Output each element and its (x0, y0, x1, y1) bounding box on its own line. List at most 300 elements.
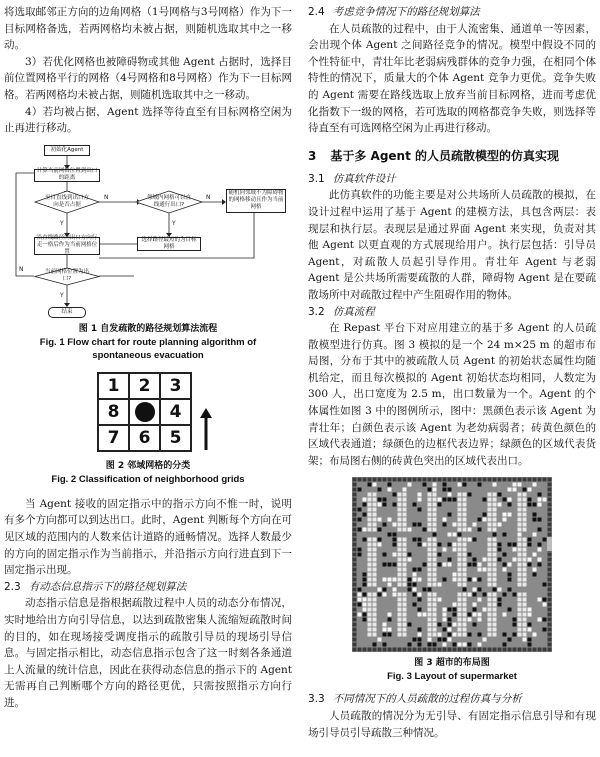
market-shelf-cell (458, 628, 462, 632)
market-agent-cell (413, 583, 417, 587)
market-boundary-cell (353, 553, 357, 557)
market-agent-cell (413, 578, 417, 582)
market-shelf-cell (488, 568, 492, 572)
market-shelf-cell (428, 568, 432, 572)
market-shelf-cell (488, 513, 492, 517)
section-title: 基于多 Agent 的人员疏散模型的仿真实现 (330, 148, 560, 163)
market-agent-cell (503, 613, 507, 617)
market-shelf-cell (493, 583, 497, 587)
section-number: 3.3 (308, 693, 325, 706)
market-agent-cell (383, 498, 387, 502)
market-shelf-cell (403, 598, 407, 602)
market-shelf-cell (488, 538, 492, 542)
market-agent-cell (543, 603, 547, 607)
market-agent-cell (513, 618, 517, 622)
market-shelf-cell (493, 528, 497, 532)
market-shelf-cell (398, 558, 402, 562)
market-agent-cell (358, 548, 362, 552)
market-agent-cell (388, 618, 392, 622)
market-shelf-cell (433, 608, 437, 612)
market-agent-cell (358, 613, 362, 617)
market-agent-cell (448, 543, 452, 547)
market-agent-cell (538, 543, 542, 547)
market-agent-cell (518, 483, 522, 487)
market-shelf-cell (493, 568, 497, 572)
market-agent-cell (528, 558, 532, 562)
section-title: 仿真流程 (332, 305, 375, 318)
market-boundary-cell (463, 648, 467, 652)
market-agent-cell (393, 578, 397, 582)
market-boundary-cell (398, 478, 402, 482)
market-agent-cell (418, 493, 422, 497)
market-boundary-cell (448, 478, 452, 482)
market-shelf-cell (523, 558, 527, 562)
market-agent-cell (483, 518, 487, 522)
market-shelf-cell (463, 603, 467, 607)
market-agent-cell (528, 638, 532, 642)
market-shelf-cell (368, 583, 372, 587)
market-boundary-cell (353, 568, 357, 572)
market-shelf-cell (488, 583, 492, 587)
market-agent-cell (418, 613, 422, 617)
market-shelf-cell (488, 603, 492, 607)
market-shelf-cell (493, 633, 497, 637)
market-boundary-cell (353, 633, 357, 637)
market-agent-cell (383, 628, 387, 632)
market-shelf-cell (398, 628, 402, 632)
market-boundary-cell (513, 478, 517, 482)
market-agent-cell (418, 498, 422, 502)
market-floor (352, 477, 552, 652)
market-shelf-cell (368, 568, 372, 572)
market-agent-cell (448, 608, 452, 612)
supermarket-layout-graphic (352, 477, 552, 653)
market-agent-cell (528, 538, 532, 542)
market-shelf-cell (518, 578, 522, 582)
market-agent-cell (473, 538, 477, 542)
market-agent-cell (533, 533, 537, 537)
market-agent-cell (503, 593, 507, 597)
market-agent-cell (448, 638, 452, 642)
market-agent-cell (413, 593, 417, 597)
market-shelf-cell (373, 603, 377, 607)
market-shelf-cell (403, 633, 407, 637)
market-boundary-cell (548, 498, 552, 502)
market-agent-cell (378, 518, 382, 522)
market-agent-cell (433, 483, 437, 487)
market-boundary-cell (453, 478, 457, 482)
market-agent-cell (478, 528, 482, 532)
market-boundary-cell (353, 523, 357, 527)
market-agent-cell (498, 523, 502, 527)
market-boundary-cell (548, 598, 552, 602)
market-agent-cell (423, 483, 427, 487)
market-shelf-cell (368, 633, 372, 637)
market-shelf-cell (398, 543, 402, 547)
market-agent-cell (443, 578, 447, 582)
market-shelf-cell (433, 583, 437, 587)
market-shelf-cell (518, 538, 522, 542)
market-shelf-cell (488, 493, 492, 497)
market-shelf-cell (428, 618, 432, 622)
market-agent-cell (383, 588, 387, 592)
market-agent-cell (528, 503, 532, 507)
market-agent-cell (453, 498, 457, 502)
market-shelf-cell (518, 603, 522, 607)
market-shelf-cell (403, 608, 407, 612)
market-shelf-cell (518, 583, 522, 587)
market-shelf-cell (428, 573, 432, 577)
market-agent-cell (483, 568, 487, 572)
market-agent-cell (438, 553, 442, 557)
market-shelf-cell (433, 568, 437, 572)
flow-choose-path-box: 沿直线路径向出口方向行走一格后作为当前网格位置 (34, 237, 100, 255)
market-boundary-cell (418, 648, 422, 652)
market-shelf-cell (403, 558, 407, 562)
market-boundary-cell (533, 648, 537, 652)
market-shelf-cell (488, 608, 492, 612)
market-boundary-cell (383, 648, 387, 652)
market-shelf-cell (523, 573, 527, 577)
flow-label-n: N (206, 193, 211, 201)
market-shelf-cell (493, 623, 497, 627)
market-shelf-cell (428, 633, 432, 637)
market-boundary-cell (483, 648, 487, 652)
market-agent-cell (418, 593, 422, 597)
market-agent-cell (438, 638, 442, 642)
market-shelf-cell (403, 518, 407, 522)
market-agent-cell (388, 578, 392, 582)
market-agent-cell (473, 523, 477, 527)
market-shelf-cell (398, 598, 402, 602)
market-shelf-cell (428, 593, 432, 597)
market-shelf-cell (403, 498, 407, 502)
paragraph: 在 Repast 平台下对应用建立的基于多 Agent 的人员疏散模型进行仿真。图 3 模拟的是一个 24 m×25 m 的超市布局图，分布于其中的被疏散人员 Agent 的初始状态属性均随机给定，而且每次模拟的 Agent 初始状态均相同，人数定为 300 人，出口宽度为 2.5 m，出口数量为一个。Agent 的个体属性如图 3 中的图例所示，图中：黑颜色表示该 Agent 为青壮年；白颜色表示该 Agent 为老幼病弱者；砖黄色颜色的区域代表通道；绿颜色的边框代表边界；绿颜色的区域代表货架；布局图右侧的砖黄色突出的区域代表出口。 (308, 322, 596, 467)
market-shelf-cell (493, 628, 497, 632)
market-shelf-cell (458, 523, 462, 527)
paragraph: 此仿真软件的功能主要是对公共场所人员疏散的模拟，在设计过程中运用了基于 Agent 的建模方法，具包含两层：表现层和执行层。表现层是通过界面 Agent 来实现，负责对其他 Agent 以更直观的方式展现给用户。执行层包括：引导员 Agent，对疏散人员起引导作用。青壮年 Agent 与老弱 Agent 是公共场所需要疏散的人群，障碍物 Agent 是在要疏散场所中对疏散过程中产生阻碍作用的物体。 (308, 189, 596, 301)
market-shelf-cell (488, 508, 492, 512)
market-agent-cell (528, 488, 532, 492)
market-shelf-cell (463, 613, 467, 617)
market-shelf-cell (368, 598, 372, 602)
market-agent-cell (538, 528, 542, 532)
market-shelf-cell (403, 508, 407, 512)
market-shelf-cell (488, 548, 492, 552)
market-agent-cell (388, 628, 392, 632)
market-boundary-cell (473, 478, 477, 482)
market-shelf-cell (518, 593, 522, 597)
market-agent-cell (423, 528, 427, 532)
market-agent-cell (473, 593, 477, 597)
grid-cell: 1 (98, 373, 129, 399)
market-boundary-cell (448, 648, 452, 652)
market-agent-cell (438, 543, 442, 547)
market-shelf-cell (523, 628, 527, 632)
market-shelf-cell (463, 563, 467, 567)
market-shelf-cell (463, 558, 467, 562)
market-agent-cell (478, 618, 482, 622)
market-shelf-cell (373, 618, 377, 622)
market-boundary-cell (413, 648, 417, 652)
market-boundary-cell (393, 648, 397, 652)
market-shelf-cell (488, 578, 492, 582)
market-boundary-cell (513, 648, 517, 652)
market-shelf-cell (403, 553, 407, 557)
market-boundary-cell (403, 648, 407, 652)
market-shelf-cell (493, 508, 497, 512)
market-shelf-cell (523, 613, 527, 617)
market-agent-cell (443, 498, 447, 502)
market-agent-cell (383, 633, 387, 637)
market-agent-cell (468, 643, 472, 647)
market-shelf-cell (458, 558, 462, 562)
flow-at-exit-text: 当前网格位置为出口? (45, 269, 90, 283)
market-shelf-cell (463, 493, 467, 497)
market-exit (547, 537, 552, 551)
market-shelf-cell (463, 538, 467, 542)
section-heading-2-4 (308, 4, 596, 21)
market-shelf-cell (463, 548, 467, 552)
market-boundary-cell (403, 478, 407, 482)
market-shelf-cell (373, 528, 377, 532)
market-shelf-cell (458, 613, 462, 617)
section-number: 2.3 (4, 580, 21, 593)
market-agent-cell (528, 543, 532, 547)
market-shelf-cell (493, 608, 497, 612)
section-number: 3.1 (308, 172, 325, 185)
market-agent-cell (533, 513, 537, 517)
market-shelf-cell (523, 553, 527, 557)
market-shelf-cell (518, 548, 522, 552)
market-boundary-cell (428, 648, 432, 652)
market-agent-cell (413, 603, 417, 607)
market-agent-cell (363, 603, 367, 607)
market-boundary-cell (408, 478, 412, 482)
market-boundary-cell (418, 478, 422, 482)
market-agent-cell (503, 498, 507, 502)
market-shelf-cell (493, 598, 497, 602)
market-agent-cell (533, 483, 537, 487)
market-shelf-cell (398, 573, 402, 577)
market-agent-cell (493, 588, 497, 592)
market-shelf-cell (518, 558, 522, 562)
market-shelf-cell (398, 563, 402, 567)
market-shelf-cell (488, 623, 492, 627)
market-shelf-cell (493, 593, 497, 597)
market-shelf-cell (373, 503, 377, 507)
market-shelf-cell (463, 528, 467, 532)
market-shelf-cell (368, 503, 372, 507)
market-shelf-cell (493, 613, 497, 617)
figure-1-caption-zh: 图 1 自发疏散的路径规划算法流程 (78, 323, 218, 334)
market-boundary-cell (498, 648, 502, 652)
market-agent-cell (513, 558, 517, 562)
market-shelf-cell (428, 553, 432, 557)
market-agent-cell (413, 538, 417, 542)
market-shelf-cell (398, 498, 402, 502)
market-boundary-cell (353, 608, 357, 612)
market-boundary-cell (548, 578, 552, 582)
market-boundary-cell (548, 533, 552, 537)
market-boundary-cell (438, 648, 442, 652)
market-agent-cell (438, 598, 442, 602)
market-shelf-cell (518, 503, 522, 507)
market-shelf-cell (428, 518, 432, 522)
market-agent-cell (503, 553, 507, 557)
market-agent-cell (453, 543, 457, 547)
market-shelf-cell (368, 548, 372, 552)
market-shelf-cell (433, 538, 437, 542)
market-agent-cell (483, 513, 487, 517)
market-agent-cell (528, 643, 532, 647)
section-heading-3-3 (308, 691, 596, 708)
market-shelf-cell (493, 513, 497, 517)
market-agent-cell (448, 558, 452, 562)
section-title: 不同情况下的人员疏散的过程仿真与分析 (332, 693, 522, 706)
market-shelf-cell (463, 608, 467, 612)
market-shelf-cell (398, 578, 402, 582)
market-agent-cell (438, 498, 442, 502)
market-agent-cell (418, 523, 422, 527)
market-shelf-cell (368, 513, 372, 517)
market-boundary-cell (358, 648, 362, 652)
market-agent-cell (458, 533, 462, 537)
market-shelf-cell (518, 598, 522, 602)
market-boundary-cell (428, 478, 432, 482)
market-boundary-cell (378, 478, 382, 482)
left-column (4, 4, 292, 711)
market-shelf-cell (493, 538, 497, 542)
market-agent-cell (358, 488, 362, 492)
market-shelf-cell (463, 513, 467, 517)
market-shelf-cell (403, 628, 407, 632)
flow-check-obs-text: 邻域内网格可以直线通行出口? (146, 195, 191, 209)
market-agent-cell (538, 503, 542, 507)
market-agent-cell (358, 518, 362, 522)
market-shelf-cell (458, 548, 462, 552)
market-agent-cell (383, 593, 387, 597)
market-agent-cell (373, 643, 377, 647)
market-boundary-cell (353, 618, 357, 622)
market-boundary-cell (533, 478, 537, 482)
market-agent-cell (363, 498, 367, 502)
market-shelf-cell (523, 623, 527, 627)
market-agent-cell (508, 543, 512, 547)
market-shelf-cell (368, 528, 372, 532)
market-shelf-cell (523, 608, 527, 612)
market-agent-cell (533, 568, 537, 572)
market-shelf-cell (523, 618, 527, 622)
market-boundary-cell (548, 553, 552, 557)
market-shelf-cell (368, 608, 372, 612)
market-shelf-cell (373, 493, 377, 497)
market-agent-cell (443, 483, 447, 487)
market-shelf-cell (403, 513, 407, 517)
market-shelf-cell (518, 628, 522, 632)
market-boundary-cell (353, 508, 357, 512)
market-boundary-cell (473, 648, 477, 652)
market-shelf-cell (463, 523, 467, 527)
market-agent-cell (408, 583, 412, 587)
market-agent-cell (443, 523, 447, 527)
market-shelf-cell (368, 578, 372, 582)
grid-cell: 5 (160, 425, 191, 451)
market-boundary-cell (548, 488, 552, 492)
figure-2-caption-en: Fig. 2 Classification of neighborhood grids (51, 473, 245, 485)
market-shelf-cell (433, 613, 437, 617)
market-agent-cell (423, 588, 427, 592)
market-agent-cell (418, 538, 422, 542)
market-boundary-cell (398, 648, 402, 652)
market-agent-cell (413, 638, 417, 642)
market-shelf-cell (398, 583, 402, 587)
market-boundary-cell (353, 648, 357, 652)
market-shelf-cell (403, 583, 407, 587)
market-agent-cell (468, 528, 472, 532)
market-shelf-cell (458, 568, 462, 572)
market-shelf-cell (463, 618, 467, 622)
figure-1-flowchart (4, 143, 292, 323)
market-boundary-cell (353, 543, 357, 547)
market-agent-cell (538, 618, 542, 622)
market-shelf-cell (493, 543, 497, 547)
market-shelf-cell (398, 623, 402, 627)
market-shelf-cell (458, 543, 462, 547)
grid-cell: 7 (98, 425, 129, 451)
market-agent-cell (538, 558, 542, 562)
market-shelf-cell (463, 498, 467, 502)
market-agent-cell (543, 498, 547, 502)
market-boundary-cell (353, 623, 357, 627)
market-agent-cell (428, 588, 432, 592)
market-boundary-cell (458, 478, 462, 482)
market-shelf-cell (373, 633, 377, 637)
market-agent-cell (468, 553, 472, 557)
market-shelf-cell (493, 563, 497, 567)
market-agent-cell (408, 643, 412, 647)
market-agent-cell (383, 578, 387, 582)
market-shelf-cell (373, 623, 377, 627)
market-agent-cell (478, 643, 482, 647)
market-shelf-cell (433, 543, 437, 547)
market-agent-cell (468, 613, 472, 617)
market-shelf-cell (493, 553, 497, 557)
figure-3-caption-en: Fig. 3 Layout of supermarket (387, 671, 517, 683)
market-shelf-cell (493, 548, 497, 552)
market-shelf-cell (518, 613, 522, 617)
paragraph: 将选取邮邻正方向的边角网格（1号网格与3号网格）作为下一目标网格备选，若两网格均未被占据，则随机选取其中之一移动。 (4, 6, 292, 52)
market-shelf-cell (428, 548, 432, 552)
market-agent-cell (358, 598, 362, 602)
market-shelf-cell (428, 498, 432, 502)
market-boundary-cell (388, 648, 392, 652)
market-boundary-cell (468, 648, 472, 652)
market-boundary-cell (353, 518, 357, 522)
market-shelf-cell (493, 498, 497, 502)
market-shelf-cell (523, 518, 527, 522)
market-boundary-cell (478, 478, 482, 482)
market-shelf-cell (398, 568, 402, 572)
market-boundary-cell (353, 528, 357, 532)
market-agent-cell (363, 578, 367, 582)
market-boundary-cell (353, 578, 357, 582)
market-agent-cell (443, 518, 447, 522)
market-shelf-cell (373, 563, 377, 567)
market-boundary-cell (393, 478, 397, 482)
section-heading-2-3 (4, 579, 292, 596)
market-agent-cell (473, 613, 477, 617)
